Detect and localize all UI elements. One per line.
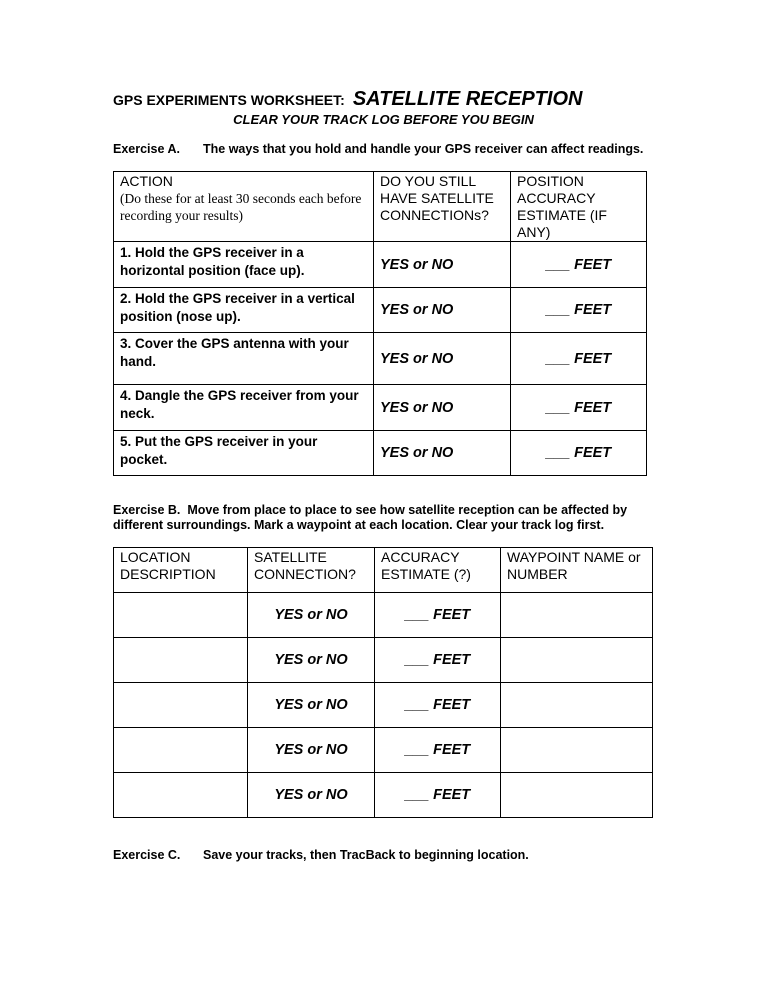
connection-cell[interactable]: YES or NO — [374, 333, 511, 385]
accuracy-cell[interactable]: ___ FEET — [375, 638, 501, 683]
header-waypoint: WAYPOINT NAME or NUMBER — [501, 548, 653, 593]
exercise-b-table — [113, 547, 653, 818]
exercise-b-label: Exercise B. — [113, 503, 181, 517]
table-row — [114, 773, 653, 818]
header-action — [114, 172, 374, 242]
waypoint-cell[interactable] — [501, 638, 653, 683]
title-main: SATELLITE RECEPTION — [352, 88, 583, 110]
exercise-c-text: Save your tracks, then TracBack to beginning location. — [203, 848, 529, 862]
table-header-row — [114, 548, 653, 593]
table-row — [114, 593, 653, 638]
accuracy-cell[interactable]: ___ FEET — [375, 728, 501, 773]
header-satellite-connection: SATELLITE CONNECTION? — [248, 548, 375, 593]
accuracy-cell[interactable]: ___ FEET — [511, 385, 647, 431]
header-location: LOCATION DESCRIPTION — [114, 548, 248, 593]
table-row — [114, 242, 647, 288]
exercise-b-instruction — [113, 503, 673, 533]
location-cell[interactable] — [114, 593, 248, 638]
exercise-a-table — [113, 171, 647, 476]
connection-cell[interactable]: YES or NO — [374, 288, 511, 333]
waypoint-cell[interactable] — [501, 728, 653, 773]
page-title — [113, 88, 582, 111]
connection-cell[interactable]: YES or NO — [248, 683, 375, 728]
header-action-label: ACTION — [120, 173, 173, 189]
page-subtitle: CLEAR YOUR TRACK LOG BEFORE YOU BEGIN — [233, 112, 534, 127]
waypoint-cell[interactable] — [501, 593, 653, 638]
location-cell[interactable] — [114, 773, 248, 818]
header-connection: DO YOU STILL HAVE SATELLITE CONNECTIONs? — [374, 172, 511, 242]
table-row — [114, 638, 653, 683]
table-row — [114, 431, 647, 476]
action-cell: 2. Hold the GPS receiver in a vertical position (nose up). — [114, 288, 374, 333]
header-accuracy-estimate: ACCURACY ESTIMATE (?) — [375, 548, 501, 593]
accuracy-cell[interactable]: ___ FEET — [511, 288, 647, 333]
header-accuracy: POSITION ACCURACY ESTIMATE (IF ANY) — [511, 172, 647, 242]
waypoint-cell[interactable] — [501, 773, 653, 818]
exercise-c-label: Exercise C. — [113, 848, 181, 862]
title-prefix: GPS EXPERIMENTS WORKSHEET: — [113, 92, 345, 108]
header-action-note: (Do these for at least 30 seconds each before recording your results) — [120, 191, 362, 223]
exercise-a-instruction — [113, 142, 643, 156]
table-row — [114, 385, 647, 431]
action-cell: 1. Hold the GPS receiver in a horizontal position (face up). — [114, 242, 374, 288]
action-cell: 5. Put the GPS receiver in your pocket. — [114, 431, 374, 476]
table-row — [114, 683, 653, 728]
waypoint-cell[interactable] — [501, 683, 653, 728]
location-cell[interactable] — [114, 683, 248, 728]
accuracy-cell[interactable]: ___ FEET — [375, 683, 501, 728]
exercise-a-text: The ways that you hold and handle your GPS receiver can affect readings. — [203, 142, 644, 156]
accuracy-cell[interactable]: ___ FEET — [375, 593, 501, 638]
accuracy-cell[interactable]: ___ FEET — [375, 773, 501, 818]
connection-cell[interactable]: YES or NO — [374, 385, 511, 431]
connection-cell[interactable]: YES or NO — [248, 638, 375, 683]
action-cell: 4. Dangle the GPS receiver from your neck. — [114, 385, 374, 431]
connection-cell[interactable]: YES or NO — [248, 773, 375, 818]
location-cell[interactable] — [114, 638, 248, 683]
exercise-b-text: Move from place to place to see how satellite reception can be affected by different surroundings. Mark a waypoint at each location. Clear your track log first. — [113, 503, 628, 532]
action-cell: 3. Cover the GPS antenna with your hand. — [114, 333, 374, 385]
connection-cell[interactable]: YES or NO — [374, 242, 511, 288]
connection-cell[interactable]: YES or NO — [374, 431, 511, 476]
table-row — [114, 288, 647, 333]
exercise-c-instruction — [113, 848, 529, 862]
table-row — [114, 333, 647, 385]
accuracy-cell[interactable]: ___ FEET — [511, 431, 647, 476]
exercise-a-label: Exercise A. — [113, 142, 180, 156]
accuracy-cell[interactable]: ___ FEET — [511, 333, 647, 385]
accuracy-cell[interactable]: ___ FEET — [511, 242, 647, 288]
table-header-row — [114, 172, 647, 242]
connection-cell[interactable]: YES or NO — [248, 593, 375, 638]
table-row — [114, 728, 653, 773]
connection-cell[interactable]: YES or NO — [248, 728, 375, 773]
location-cell[interactable] — [114, 728, 248, 773]
